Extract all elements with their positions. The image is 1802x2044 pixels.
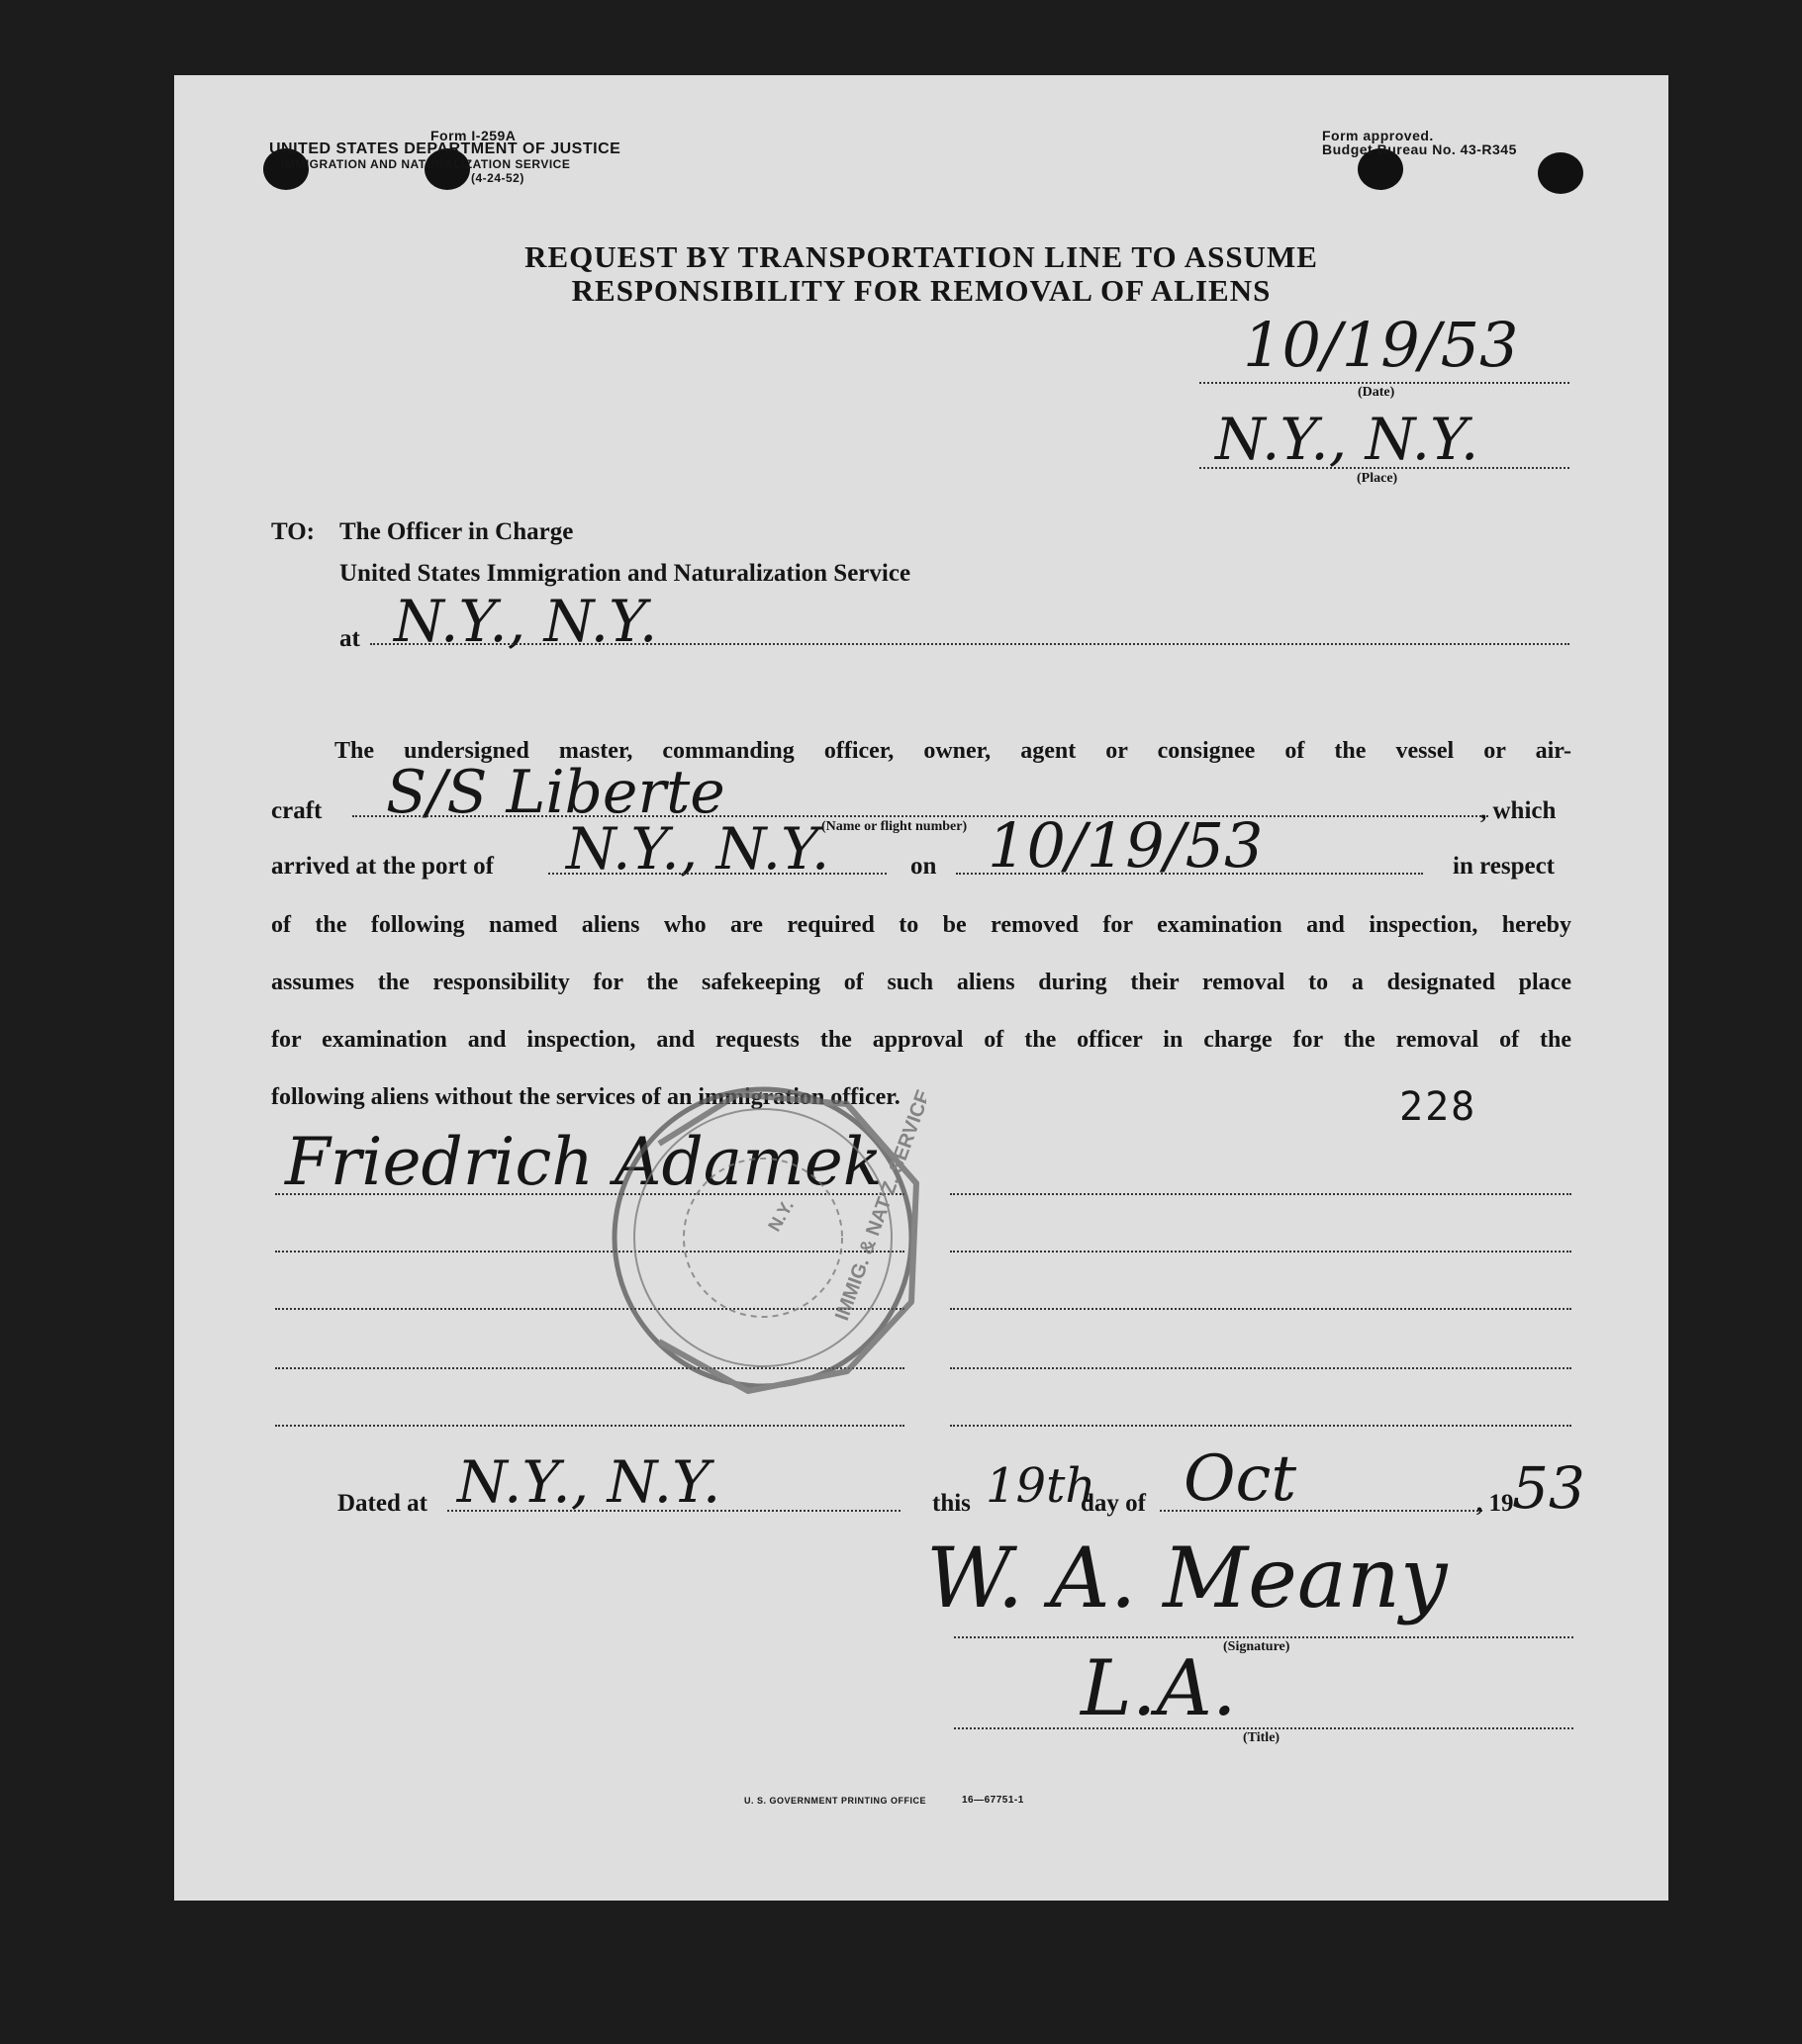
which-label: , which [1480,797,1557,824]
place-caption: (Place) [1357,471,1398,486]
dated-place-line [447,1510,901,1512]
vessel-caption: (Name or flight number) [821,819,968,834]
form-approved: Form approved. [1322,128,1434,143]
printer-code: 16—67751-1 [962,1795,1024,1806]
vessel-handwritten: S/S Liberte [386,758,725,827]
in-respect-label: in respect [1453,853,1555,880]
at-handwritten: N.Y., N.Y. [394,588,658,655]
ins-seal-stamp-icon [600,1074,926,1401]
body-line-1: The undersigned master, commanding officer, owner, agent or consignee of the vessel or air- [334,738,1571,764]
title-caption: (Title) [1243,1730,1280,1745]
department-name: UNITED STATES DEPARTMENT OF JUSTICE [269,140,621,157]
body-line-6: for examination and inspection, and requests the approval of the officer in charge for the removal of the [271,1027,1571,1053]
day-of-label: day of [1081,1490,1146,1517]
craft-label: craft [271,797,323,824]
port-line [548,873,887,875]
form-paper [174,75,1668,1901]
port-handwritten: N.Y., N.Y. [566,815,830,883]
vessel-line [352,815,1488,817]
alien-line-left-5 [275,1425,904,1427]
year-prefix: , 19 [1476,1490,1514,1517]
alien-line-right-2 [950,1251,1571,1253]
date-handwritten: 10/19/53 [1243,309,1519,381]
body-line-7: following aliens without the services of an immigration officer. [271,1084,901,1110]
arrival-date-line [956,873,1423,875]
signature-handwritten: W. A. Meany [926,1530,1448,1626]
budget-bureau-number: Budget Bureau No. 43-R345 [1322,141,1517,157]
signature-caption: (Signature) [1223,1639,1290,1654]
svg-text:N.Y.: N.Y. [764,1196,798,1235]
form-number: Form I-259A [430,128,517,143]
form-title-line-1: REQUEST BY TRANSPORTATION LINE TO ASSUME [524,239,1318,274]
place-handwritten: N.Y., N.Y. [1215,406,1479,473]
dated-place-handwritten: N.Y., N.Y. [457,1448,721,1516]
dated-at-label: Dated at [337,1490,427,1517]
stamp-number: 228 [1399,1084,1477,1130]
on-label: on [910,853,937,880]
title-handwritten: L.A. [1081,1644,1237,1733]
this-label: this [932,1490,971,1517]
form-title-line-2: RESPONSIBILITY FOR REMOVAL OF ALIENS [571,273,1272,308]
day-handwritten: 19th [986,1458,1096,1514]
at-label: at [339,625,360,652]
year-handwritten: 53 [1512,1454,1585,1522]
punch-hole-4 [1538,152,1583,194]
alien-line-right-4 [950,1367,1571,1369]
form-date: (4-24-52) [471,171,524,185]
addressee-line-2: United States Immigration and Naturalization Service [339,560,911,587]
signature-line [954,1636,1573,1638]
title-line [954,1727,1573,1729]
addressee-line-1: The Officer in Charge [339,518,574,545]
place-line [1199,467,1569,469]
month-handwritten: Oct [1184,1442,1297,1516]
service-name: IMMIGRATION AND NATURALIZATION SERVICE [281,157,571,171]
to-label: TO: [271,518,315,545]
arrived-at-port-label: arrived at the port of [271,853,494,880]
printer-name: U. S. GOVERNMENT PRINTING OFFICE [744,1796,927,1806]
date-line [1199,382,1569,384]
arrival-date-handwritten: 10/19/53 [988,809,1264,882]
alien-line-right-1 [950,1193,1571,1195]
svg-text:IMMIG. & NAT'Z. SERVICE: IMMIG. & NAT'Z. SERVICE [831,1086,926,1324]
body-line-5: assumes the responsibility for the safekeeping of such aliens during their removal to a designated place [271,970,1571,995]
date-caption: (Date) [1358,385,1395,400]
alien-line-right-5 [950,1425,1571,1427]
month-line [1160,1510,1482,1512]
body-line-4: of the following named aliens who are required to be removed for examination and inspection, hereby [271,912,1571,938]
at-line [370,643,1569,645]
alien-name-handwritten: Friedrich Adamek [285,1124,883,1200]
alien-line-right-3 [950,1308,1571,1310]
